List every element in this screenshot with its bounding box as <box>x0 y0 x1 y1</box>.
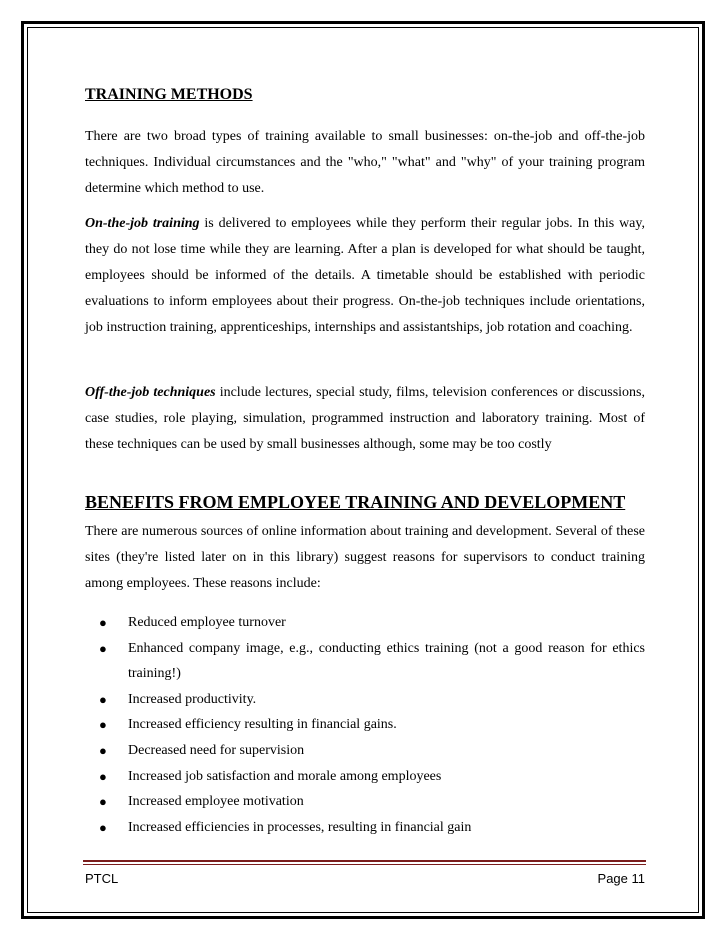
list-item: ● Decreased need for supervision <box>85 738 645 764</box>
off-the-job-lead: Off-the-job techniques <box>85 385 216 400</box>
footer-rule <box>83 860 646 862</box>
heading-benefits: BENEFITS FROM EMPLOYEE TRAINING AND DEVELOPMENT <box>85 492 626 512</box>
on-the-job-lead: On-the-job training <box>85 216 200 231</box>
bullet-icon: ● <box>99 640 107 656</box>
list-item: ● Reduced employee turnover <box>85 610 645 636</box>
benefits-list <box>85 610 645 840</box>
list-item: ● Increased efficiencies in processes, resulting in financial gain <box>85 815 645 841</box>
on-the-job-paragraph <box>85 211 645 341</box>
bullet-icon: ● <box>99 691 107 707</box>
footer-company: PTCL <box>85 871 119 886</box>
off-the-job-text: include lectures, special study, films, television conferences or discussions, case studies, role playing, simulation, programmed instruction and laboratory training. Most of these techniques can be used by small businesses although, some may be too costly <box>85 385 645 452</box>
off-the-job-paragraph <box>85 380 645 458</box>
list-item: ● Increased employee motivation <box>85 789 645 815</box>
page-number: Page 11 <box>597 871 645 886</box>
bullet-icon: ● <box>99 615 107 630</box>
list-item: ● Increased productivity. <box>85 687 645 713</box>
bullet-icon: ● <box>99 717 107 733</box>
bullet-icon: ● <box>99 819 107 835</box>
on-the-job-text: is delivered to employees while they perform their regular jobs. In this way, they do not lose time while they are learning. After a plan is developed for what should be taught, employees should be informed of the details. A timetable should be established with periodic evaluations to inform employees about their progress. On-the-job techniques include orientations, job instruction training, apprenticeships, internships and assistantships, job rotation and coaching. <box>85 216 645 335</box>
bullet-icon: ● <box>99 742 107 758</box>
benefits-intro-paragraph: There are numerous sources of online information about training and development. Several of these sites (they're listed later on in this library) suggest reasons for supervisors to conduct training among employees. These reasons include: <box>85 524 645 591</box>
list-item: ● Increased job satisfaction and morale among employees <box>85 764 645 790</box>
bullet-icon: ● <box>99 794 107 810</box>
list-item: ● Increased efficiency resulting in financial gains. <box>85 712 645 738</box>
list-item: ● Enhanced company image, e.g., conducting ethics training (not a good reason for ethics training!) <box>85 636 645 687</box>
footer-rule-thin <box>83 864 646 865</box>
intro-paragraph: There are two broad types of training available to small businesses: on-the-job and off-the-job techniques. Individual circumstances and the "who," "what" and "why" of your training program determine which method to use. <box>85 129 645 196</box>
heading-training-methods: TRAINING METHODS <box>85 86 253 103</box>
bullet-icon: ● <box>99 768 107 784</box>
